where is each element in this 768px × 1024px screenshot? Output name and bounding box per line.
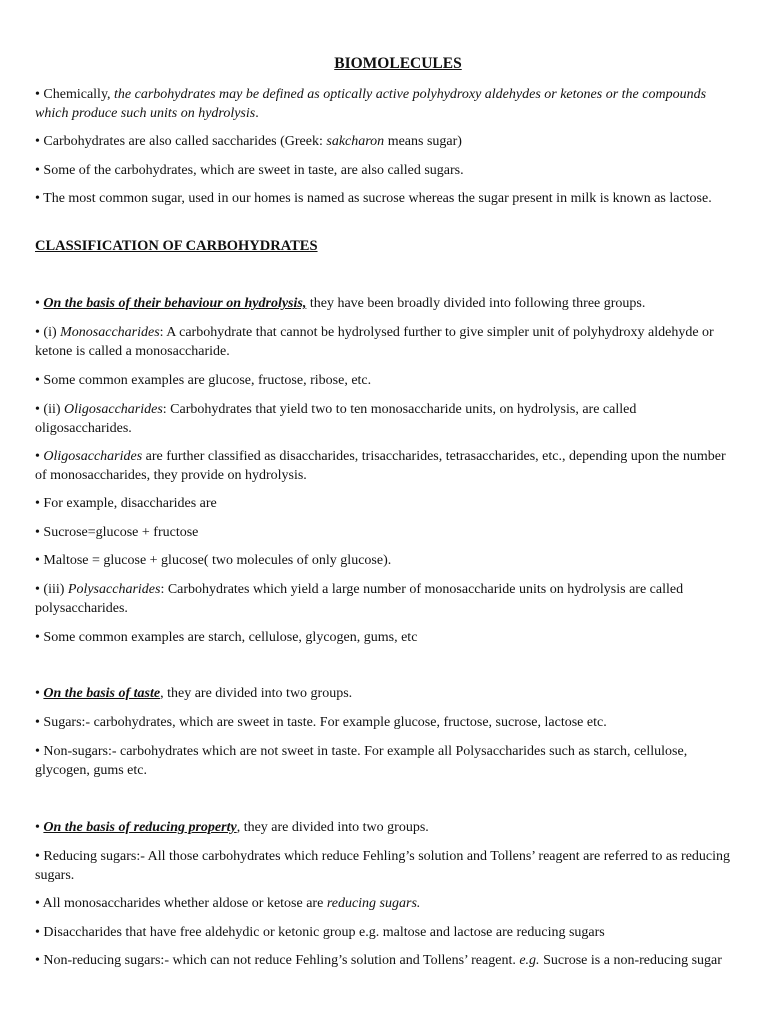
list-item-monosaccharides — [35, 323, 735, 361]
intro-paragraph-2 — [35, 132, 735, 151]
intro-paragraph-3: • Some of the carbohydrates, which are sweet in taste, are also called sugars. — [35, 163, 464, 178]
italic-run: e.g. — [519, 953, 540, 968]
text-run: they have been broadly divided into following three groups. — [306, 296, 646, 311]
italic-run: sakcharon — [326, 134, 385, 149]
text-run: Sucrose is a non-reducing sugar — [539, 953, 722, 968]
italic-run: the carbohydrates may be defined as optically active polyhydroxy aldehydes or ketones or the compounds which produce such units on hydrolysis — [35, 87, 707, 121]
text-run: • Chemically, — [35, 87, 115, 102]
italic-run: reducing sugars. — [326, 896, 421, 911]
text-run: • — [35, 449, 44, 464]
intro-paragraph-4: • The most common sugar, used in our homes is named as sucrose whereas the sugar present in milk is known as lactose. — [35, 191, 712, 206]
text-run: . — [255, 106, 259, 121]
list-item — [35, 894, 735, 913]
list-item: • Some common examples are starch, cellulose, glycogen, gums, etc — [35, 630, 418, 645]
text-run: are further classified as disaccharides, trisaccharides, tetrasaccharides, etc., depending upon the number of monosaccharides, they provide on hydrolysis. — [35, 449, 726, 483]
list-item — [35, 951, 735, 970]
text-run: , they are divided into two groups. — [236, 820, 429, 835]
page-title: BIOMOLECULES — [334, 55, 462, 72]
classification-heading: CLASSIFICATION OF CARBOHYDRATES — [35, 238, 318, 254]
text-run: • Carbohydrates are also called saccharides (Greek: — [35, 134, 327, 149]
list-item — [35, 447, 735, 485]
hydrolysis-heading: On the basis of their behaviour on hydrolysis, — [43, 296, 307, 311]
text-run: • Non-reducing sugars:- which can not reduce Fehling’s solution and Tollens’ reagent. — [35, 953, 520, 968]
reducing-lead — [35, 818, 735, 837]
text-run: • All monosaccharides whether aldose or ketose are — [35, 896, 327, 911]
list-item: • Disaccharides that have free aldehydic or ketonic group e.g. maltose and lactose are reducing sugars — [35, 925, 605, 940]
text-run: : Carbohydrates that yield two to ten monosaccharide units, on hydrolysis, are called oligosaccharides. — [35, 402, 637, 436]
list-item-polysaccharides — [35, 580, 735, 618]
text-run: • — [35, 296, 44, 311]
taste-lead — [35, 684, 735, 703]
text-run: • (iii) — [35, 582, 68, 597]
text-run: • — [35, 686, 44, 701]
reducing-heading: On the basis of reducing property — [43, 820, 237, 835]
list-item-oligosaccharides — [35, 400, 735, 438]
italic-run: Oligosaccharides — [64, 402, 163, 417]
text-run: • (i) — [35, 325, 61, 340]
list-item: • Non-sugars:- carbohydrates which are not sweet in taste. For example all Polysaccharides such as starch, cellulose, glycogen, gums etc. — [35, 744, 688, 778]
text-run: , they are divided into two groups. — [160, 686, 353, 701]
list-item: • Sucrose=glucose + fructose — [35, 525, 199, 540]
text-run: • — [35, 820, 44, 835]
text-run: : Carbohydrates which yield a large number of monosaccharide units on hydrolysis are called polysaccharides. — [35, 582, 684, 616]
list-item: • For example, disaccharides are — [35, 496, 217, 511]
list-item: • Some common examples are glucose, fructose, ribose, etc. — [35, 373, 372, 388]
intro-paragraph-1 — [35, 85, 735, 123]
list-item: • Sugars:- carbohydrates, which are sweet in taste. For example glucose, fructose, sucrose, lactose etc. — [35, 715, 607, 730]
hydrolysis-lead — [35, 294, 735, 313]
text-run: means sugar) — [384, 134, 462, 149]
text-run: • (ii) — [35, 402, 65, 417]
taste-heading: On the basis of taste — [43, 686, 161, 701]
italic-run: Polysaccharides — [67, 582, 161, 597]
text-run: : A carbohydrate that cannot be hydrolysed further to give simpler unit of polyhydroxy aldehyde or ketone is called a monosaccharide. — [35, 325, 714, 359]
italic-run: Monosaccharides — [60, 325, 160, 340]
italic-run: Oligosaccharides — [43, 449, 143, 464]
list-item: • Maltose = glucose + glucose( two molecules of only glucose). — [35, 553, 392, 568]
list-item: • Reducing sugars:- All those carbohydrates which reduce Fehling’s solution and Tollens’ reagent are referred to as reducing sugars. — [35, 849, 731, 883]
